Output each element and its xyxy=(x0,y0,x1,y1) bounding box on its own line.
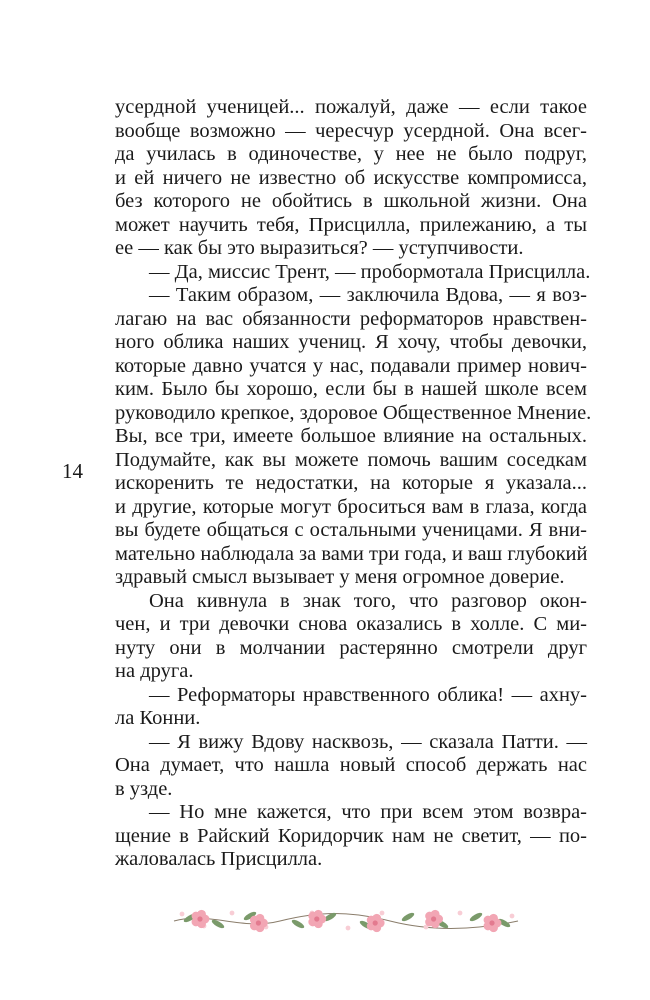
text-line: ее — как бы это выразиться? — уступчивости. xyxy=(115,237,524,259)
bud xyxy=(346,926,351,931)
flower-center xyxy=(314,916,319,921)
garland-stem xyxy=(174,914,518,929)
text-line: жаловалась Присцилла. xyxy=(115,848,323,870)
text-line: — Да, миссис Трент, — пробормотала Присцилла. xyxy=(149,260,591,283)
text-line: руководило крепкое, здоровое Общественное Мнение. xyxy=(115,401,592,424)
text-line: вообще возможно — чересчур усердной. Она всег- xyxy=(115,119,587,142)
body-text xyxy=(115,96,592,872)
text-line: в узде. xyxy=(115,777,173,800)
text-line: усердной ученицей... пожалуй, даже — если такое xyxy=(115,96,587,118)
bud xyxy=(458,911,463,916)
text-line: Подумайте, как вы можете помочь вашим соседкам xyxy=(115,448,587,471)
text-line: — Реформаторы нравственного облика! — ахну- xyxy=(149,683,587,706)
flower-center xyxy=(489,920,494,925)
page-number: 14 xyxy=(62,459,83,483)
text-line: вы будете общаться с остальными ученицами. Я вни- xyxy=(115,519,587,541)
flower-center xyxy=(431,916,436,921)
floral-garland-icon xyxy=(170,896,522,946)
text-line: которые давно учатся у нас, подавали пример нович- xyxy=(115,354,587,377)
bud xyxy=(380,911,385,916)
text-line: нуту они в молчании растерянно смотрели друг xyxy=(115,636,587,659)
flower-center xyxy=(197,916,202,921)
text-line: чен, и три девочки снова оказались в холле. С ми- xyxy=(115,613,587,635)
text-line: ким. Было бы хорошо, если бы в нашей школе всем xyxy=(115,378,587,400)
text-line: и ей ничего не известно об искусстве компромисса, xyxy=(115,166,587,189)
text-line: — Но мне кажется, что при всем этом возвра- xyxy=(149,801,587,823)
text-line: — Я вижу Вдову насквозь, — сказала Патти. — xyxy=(149,730,587,753)
leaf xyxy=(401,911,416,923)
text-line: Она кивнула в знак того, что разговор окон- xyxy=(149,589,587,612)
text-line: искоренить те недостатки, на которые я указала... xyxy=(115,472,587,494)
text-line: мательно наблюдала за вами три года, и ваш глубокий xyxy=(115,542,588,565)
text-line: щение в Райский Коридорчик нам не светит, — по- xyxy=(115,824,587,847)
leaf xyxy=(469,911,484,923)
text-line: и другие, которые могут броситься вам в глаза, когда xyxy=(115,495,587,518)
text-line: на друга. xyxy=(115,660,194,682)
text-line: Она думает, что нашла новый способ держать нас xyxy=(115,754,587,776)
bud xyxy=(180,912,185,917)
text-line: может научить тебя, Присцилла, прилежанию, а ты xyxy=(115,213,587,236)
flower-center xyxy=(256,920,261,925)
text-line: ного облика наших учениц. Я хочу, чтобы девочки, xyxy=(115,331,587,353)
text-line: — Таким образом, — заключила Вдова, — я воз- xyxy=(149,284,587,306)
text-line: без которого не обойтись в школьной жизни. Она xyxy=(115,190,587,212)
text-line: Вы, все три, имеете большое влияние на остальных. xyxy=(115,425,587,447)
text-line: ла Конни. xyxy=(115,707,201,729)
bud xyxy=(230,911,235,916)
text-line: здравый смысл вызывает у меня огромное доверие. xyxy=(115,566,565,588)
text-line: да училась в одиночестве, у нее не было подруг, xyxy=(115,143,587,165)
flower-center xyxy=(373,920,378,925)
bud xyxy=(510,914,515,919)
text-line: лагаю на вас обязанности реформаторов нравствен- xyxy=(115,307,587,330)
leaf xyxy=(291,918,306,930)
